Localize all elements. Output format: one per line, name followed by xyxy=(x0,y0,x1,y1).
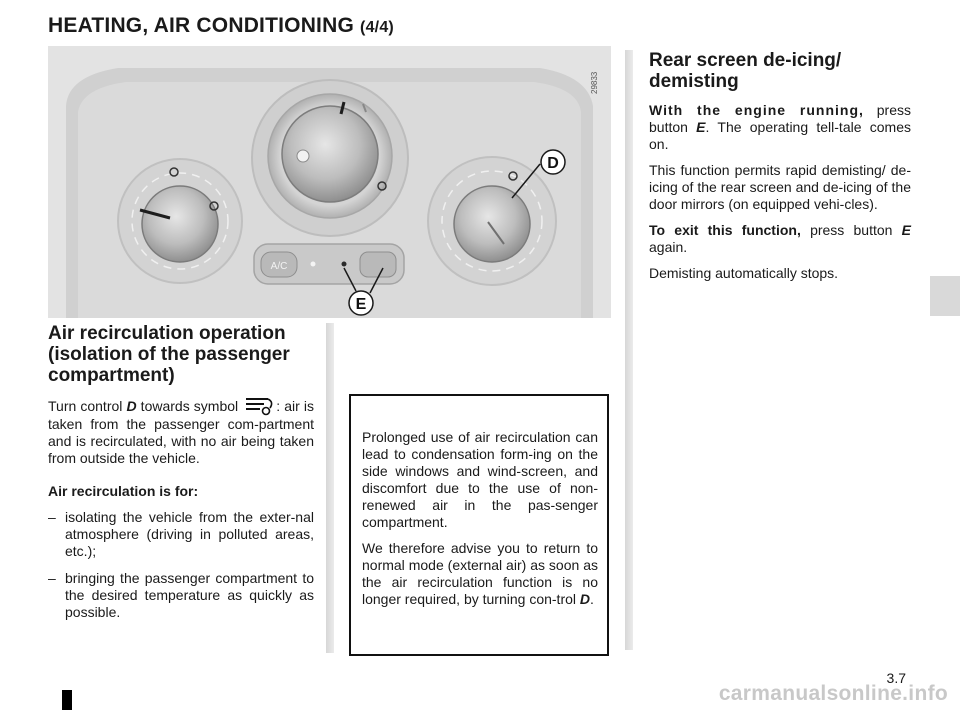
recirculation-warning-box xyxy=(349,394,609,656)
warning-text-b: . xyxy=(590,591,594,607)
list-item: – isolating the vehicle from the exter-nal atmosphere (driving in polluted areas, etc.); xyxy=(48,509,314,560)
warning-paragraph-2 xyxy=(362,540,598,608)
rear-screen-paragraph-1 xyxy=(649,102,911,153)
watermark: carmanualsonline.info xyxy=(718,682,948,705)
p1-text-a: Turn control xyxy=(48,398,127,414)
rear-screen-paragraph-4: Demisting automatically stops. xyxy=(649,265,839,281)
air-recirculation-icon xyxy=(242,396,276,416)
p1-text-b: . The operating tell-tale comes on. xyxy=(649,119,911,152)
section-thumb-tab xyxy=(930,276,960,316)
list-item: – bringing the passenger compartment to the desired temperature as quickly as possible. xyxy=(48,570,314,621)
rear-screen-paragraph-3 xyxy=(649,222,911,256)
air-recirculation-subheading: Air recirculation is for: xyxy=(48,483,199,499)
engine-running-lead: With the engine running, xyxy=(649,102,864,118)
air-recirculation-section xyxy=(48,323,314,631)
warning-paragraph-1: Prolonged use of air recirculation can lead to condensation form-ing on the side windows and wind-screen, and discomfort due to the use of non-renewed air in the pas-senger compartment. xyxy=(362,429,598,530)
dashboard-controls-figure xyxy=(48,46,611,318)
page-number: 3.7 xyxy=(886,670,906,686)
rear-screen-heading: Rear screen de-icing/ demisting xyxy=(649,50,842,92)
column-divider-right xyxy=(625,50,633,650)
button-e-ref-2: E xyxy=(901,222,912,238)
exit-function-lead: To exit this function, xyxy=(649,222,801,238)
figure-code: 29833 xyxy=(590,71,599,94)
title-part: (4/4) xyxy=(360,19,394,36)
svg-text:A/C: A/C xyxy=(270,261,288,272)
column-divider-left xyxy=(326,323,334,653)
title-main: HEATING, AIR CONDITIONING xyxy=(48,14,354,37)
p1-text-c: : air is taken from the passenger com-partment and is recirculated, with no air being taken from outside the vehicle. xyxy=(48,398,314,466)
p3-text-b: again. xyxy=(649,239,688,255)
callout-e: E xyxy=(355,296,367,313)
p3-text-a: press button xyxy=(800,222,902,238)
air-recirculation-list xyxy=(48,509,314,621)
callout-d: D xyxy=(547,155,559,172)
footer-bar xyxy=(62,690,72,710)
p1-text-a: press button xyxy=(649,102,912,135)
page-title xyxy=(48,14,394,38)
control-d-ref: D xyxy=(126,398,137,414)
air-recirculation-paragraph xyxy=(48,396,314,467)
control-d-ref-2: D xyxy=(579,591,591,607)
air-recirculation-heading: Air recirculation operation (isolation of the passenger compartment) xyxy=(48,323,290,386)
button-e-ref: E xyxy=(696,119,706,135)
heating-panel-illustration xyxy=(48,46,611,318)
warning-text-a: We therefore advise you to return to normal mode (external air) as soon as the air recirculation function is no longer required, by turning con-trol xyxy=(362,540,598,607)
rear-screen-demisting-section xyxy=(649,50,911,282)
rear-screen-paragraph-2: This function permits rapid demisting/ de-icing of the rear screen and de-icing of the door mirrors (on equipped vehi-cles). xyxy=(649,162,911,212)
p1-text-b: towards symbol xyxy=(136,398,243,414)
